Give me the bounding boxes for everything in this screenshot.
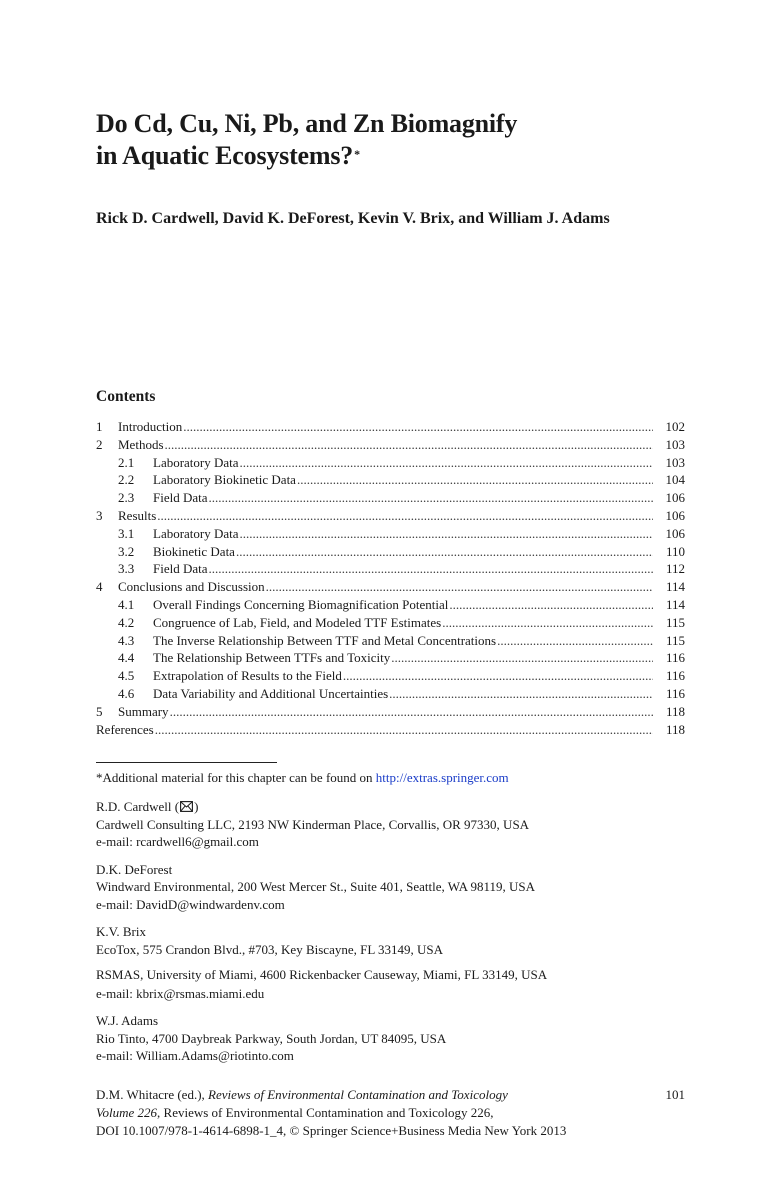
- toc-entry-number: 4: [96, 579, 103, 595]
- footnote-text: *Additional material for this chapter can be found on: [96, 770, 376, 785]
- toc-entry-title: Biokinetic Data: [153, 543, 235, 559]
- toc-entry[interactable]: [96, 632, 685, 650]
- cardwell-name: R.D. Cardwell: [96, 799, 172, 814]
- toc-entry[interactable]: [96, 436, 685, 454]
- toc-entry-number: 3: [96, 507, 103, 523]
- toc-entry-title: Congruence of Lab, Field, and Modeled TTF Estimates: [153, 614, 442, 630]
- citation-editor: D.M. Whitacre (ed.),: [96, 1087, 209, 1102]
- toc-entry-title: The Relationship Between TTFs and Toxicity: [153, 650, 391, 666]
- toc-entry-title: Overall Findings Concerning Biomagnification Potential: [153, 596, 449, 612]
- toc-entry[interactable]: [96, 649, 685, 667]
- adams-name: W.J. Adams: [96, 1013, 158, 1028]
- toc-entry-title: Introduction: [118, 419, 183, 434]
- toc-entry-number: 4.6: [118, 685, 135, 701]
- chapter-title-line2: in Aquatic Ecosystems?: [96, 141, 354, 170]
- toc-dot-leader: [155, 721, 653, 739]
- toc-entry-number: 2.2: [118, 472, 135, 488]
- brix-address: EcoTox, 575 Crandon Blvd., #703, Key Biscayne, FL 33149, USA: [96, 942, 444, 957]
- toc-entry[interactable]: [96, 560, 685, 578]
- toc-entry[interactable]: [96, 525, 685, 543]
- toc-entry-number: 3.1: [118, 525, 135, 541]
- citation-doi: DOI 10.1007/978-1-4614-6898-1_4, © Springer Science+Business Media New York 2013: [96, 1123, 567, 1138]
- toc-entry-page: 116: [665, 685, 685, 701]
- toc-dot-leader: [343, 667, 653, 685]
- toc-dot-leader: [442, 614, 653, 632]
- toc-entry-number: 2.1: [118, 454, 135, 470]
- envelope-icon: [180, 799, 193, 817]
- toc-entry-number: 1: [96, 419, 103, 434]
- toc-entry-title: The Inverse Relationship Between TTF and Metal Concentrations: [153, 632, 497, 648]
- toc-dot-leader: [389, 685, 653, 703]
- toc-entry-page: 116: [665, 650, 685, 666]
- toc-entry-number: 4.5: [118, 668, 135, 684]
- toc-entry-title: Results: [118, 507, 157, 523]
- cardwell-email[interactable]: e-mail: rcardwell6@gmail.com: [96, 834, 259, 849]
- toc-entry[interactable]: [96, 721, 685, 739]
- table-of-contents: [96, 418, 685, 738]
- toc-entry-title: Field Data: [153, 490, 208, 506]
- affiliation-cardwell-name: R.D. Cardwell ( ): [96, 798, 198, 817]
- toc-entry-title: Field Data: [153, 561, 208, 577]
- brix-email[interactable]: e-mail: kbrix@rsmas.miami.edu: [96, 986, 265, 1001]
- title-footnote-marker: *: [354, 147, 360, 161]
- toc-entry-title: Conclusions and Discussion: [118, 579, 265, 595]
- toc-entry-title: Methods: [118, 436, 164, 452]
- toc-dot-leader: [165, 436, 654, 454]
- toc-entry-page: 112: [665, 561, 685, 577]
- toc-entry[interactable]: [96, 685, 685, 703]
- citation-line-1: [96, 1086, 685, 1104]
- deforest-email[interactable]: e-mail: DavidD@windwardenv.com: [96, 897, 285, 912]
- author-list: Rick D. Cardwell, David K. DeForest, Kevin V. Brix, and William J. Adams: [96, 210, 610, 227]
- citation-volume: Volume 226: [96, 1105, 158, 1120]
- toc-entry-title: Laboratory Data: [153, 454, 239, 470]
- chapter-title-line1: Do Cd, Cu, Ni, Pb, and Zn Biomagnify: [96, 109, 518, 138]
- toc-entry-title: Summary: [118, 703, 169, 719]
- toc-dot-leader: [266, 578, 653, 596]
- toc-entry[interactable]: [96, 489, 685, 507]
- toc-dot-leader: [157, 507, 653, 525]
- citation-series: Reviews of Environmental Contamination and Toxicology: [208, 1087, 508, 1102]
- adams-email[interactable]: e-mail: William.Adams@riotinto.com: [96, 1048, 294, 1063]
- deforest-name: D.K. DeForest: [96, 862, 173, 877]
- toc-entry-number: 4.4: [118, 650, 135, 666]
- citation-footer: [96, 1086, 685, 1140]
- toc-entry-page: 106: [665, 525, 685, 541]
- toc-entry-page: 104: [665, 472, 685, 488]
- toc-entry-page: 106: [665, 490, 685, 506]
- toc-entry-title: Laboratory Data: [153, 525, 239, 541]
- citation-volume-rest: , Reviews of Environmental Contamination and Toxicology 226,: [157, 1105, 494, 1120]
- chapter-title: [96, 108, 696, 172]
- toc-entry[interactable]: [96, 596, 685, 614]
- toc-entry-number: 2: [96, 436, 103, 452]
- toc-dot-leader: [170, 703, 653, 721]
- toc-entry-page: 114: [665, 579, 685, 595]
- toc-dot-leader: [240, 525, 653, 543]
- toc-dot-leader: [183, 418, 653, 436]
- page-number: 101: [665, 1087, 685, 1102]
- toc-entry[interactable]: [96, 667, 685, 685]
- toc-entry-number: 2.3: [118, 490, 135, 506]
- toc-entry-page: 103: [665, 436, 685, 452]
- toc-entry-title: Laboratory Biokinetic Data: [153, 472, 296, 488]
- toc-entry[interactable]: [96, 614, 685, 632]
- toc-entry-title: Extrapolation of Results to the Field: [153, 668, 342, 684]
- toc-entry-page: 115: [665, 632, 685, 648]
- cardwell-address: Cardwell Consulting LLC, 2193 NW Kinderman Place, Corvallis, OR 97330, USA: [96, 817, 530, 832]
- toc-dot-leader: [209, 560, 653, 578]
- brix-name: K.V. Brix: [96, 924, 146, 939]
- toc-entry[interactable]: [96, 418, 685, 436]
- toc-entry-page: 115: [665, 614, 685, 630]
- adams-address: Rio Tinto, 4700 Daybreak Parkway, South Jordan, UT 84095, USA: [96, 1031, 447, 1046]
- toc-entry-page: 118: [665, 703, 685, 719]
- toc-entry-number: 5: [96, 703, 103, 719]
- toc-entry[interactable]: [96, 454, 685, 472]
- toc-dot-leader: [449, 596, 653, 614]
- toc-entry-title: References: [96, 721, 154, 737]
- deforest-address: Windward Environmental, 200 West Mercer St., Suite 401, Seattle, WA 98119, USA: [96, 879, 536, 894]
- toc-entry-number: 3.3: [118, 561, 135, 577]
- toc-entry-page: 110: [665, 543, 685, 559]
- toc-entry-page: 118: [665, 721, 685, 737]
- toc-entry[interactable]: [96, 543, 685, 561]
- toc-entry-title: Data Variability and Additional Uncertainties: [153, 685, 389, 701]
- toc-dot-leader: [236, 543, 653, 561]
- toc-entry-number: 4.3: [118, 632, 135, 648]
- citation-line-2: [96, 1104, 685, 1122]
- contents-heading: Contents: [96, 388, 156, 405]
- toc-dot-leader: [391, 649, 653, 667]
- toc-entry-number: 3.2: [118, 543, 135, 559]
- toc-dot-leader: [297, 471, 653, 489]
- toc-entry-page: 103: [665, 454, 685, 470]
- toc-entry-number: 4.2: [118, 614, 135, 630]
- toc-entry-number: 4.1: [118, 596, 135, 612]
- toc-entry[interactable]: [96, 578, 685, 596]
- toc-entry-page: 114: [665, 596, 685, 612]
- toc-dot-leader: [240, 454, 653, 472]
- brix-address-2: RSMAS, University of Miami, 4600 Rickenbacker Causeway, Miami, FL 33149, USA: [96, 967, 548, 982]
- footnote: [96, 770, 509, 786]
- toc-entry-page: 106: [665, 507, 685, 523]
- toc-entry-page: 102: [665, 419, 685, 434]
- toc-dot-leader: [497, 632, 653, 650]
- toc-entry[interactable]: [96, 703, 685, 721]
- footnote-divider: [96, 762, 277, 763]
- toc-entry[interactable]: [96, 507, 685, 525]
- toc-entry-page: 116: [665, 668, 685, 684]
- toc-entry[interactable]: [96, 471, 685, 489]
- extras-link[interactable]: http://extras.springer.com: [375, 770, 509, 785]
- toc-dot-leader: [209, 489, 653, 507]
